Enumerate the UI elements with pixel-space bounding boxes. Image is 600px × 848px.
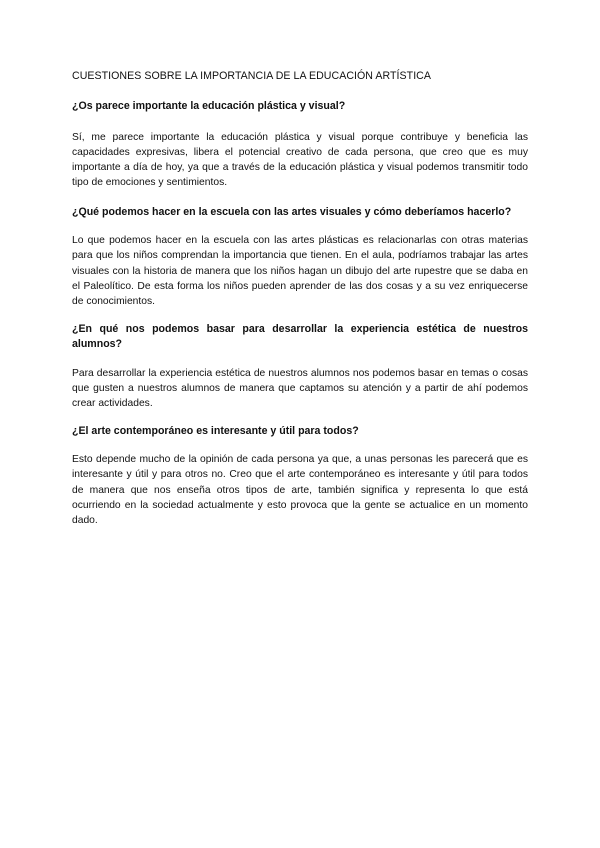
document-title: CUESTIONES SOBRE LA IMPORTANCIA DE LA EDUCACIÓN ARTÍSTICA xyxy=(72,70,431,82)
question-section xyxy=(72,322,528,412)
question-heading: ¿El arte contemporáneo es interesante y útil para todos? xyxy=(72,424,359,437)
answer-paragraph: Esto depende mucho de la opinión de cada persona ya que, a unas personas les parecerá que es interesante y útil y para otros no. Creo que el arte contemporáneo es interesante y útil para todos de manera que nos enseña otros tipos de arte, también significa y representa lo que está ocurriendo en la sociedad actualmente y esto provoca que la gente se actualice en un momento dado. xyxy=(72,454,528,527)
answer-paragraph: Para desarrollar la experiencia estética de nuestros alumnos nos podemos basar en temas o cosas que gusten a nuestros alumnos de manera que captamos su atención y a partir de ahí podemos crear actividades. xyxy=(72,367,528,410)
question-section xyxy=(72,99,528,191)
question-section xyxy=(72,205,528,310)
question-heading: ¿Qué podemos hacer en la escuela con las artes visuales y cómo deberíamos hacerlo? xyxy=(72,205,512,218)
answer-paragraph: Lo que podemos hacer en la escuela con las artes plásticas es relacionarlas con otras materias para que los niños comprendan la importancia que tienen. En el aula, podríamos trabajar las artes visuales con la historia de manera que los niños hagan un dibujo del arte rupestre que se daba en el Paleolítico. De esta forma los niños pueden aprender de las dos cosas y a su vez enriquecerse de conocimientos. xyxy=(72,235,528,308)
document-page xyxy=(72,69,528,542)
answer-paragraph: Sí, me parece importante la educación plástica y visual porque contribuye y beneficia las capacidades expresivas, libera el potencial creativo de cada persona, que creo que es muy importante a día de hoy, ya que a través de la educación plástica y visual podemos transmitir todo tipo de emociones y sentimientos. xyxy=(72,131,528,189)
question-heading: ¿Os parece importante la educación plástica y visual? xyxy=(72,100,346,112)
question-heading: ¿En qué nos podemos basar para desarrollar la experiencia estética de nuestros alumnos? xyxy=(72,322,528,351)
question-section xyxy=(72,424,528,529)
